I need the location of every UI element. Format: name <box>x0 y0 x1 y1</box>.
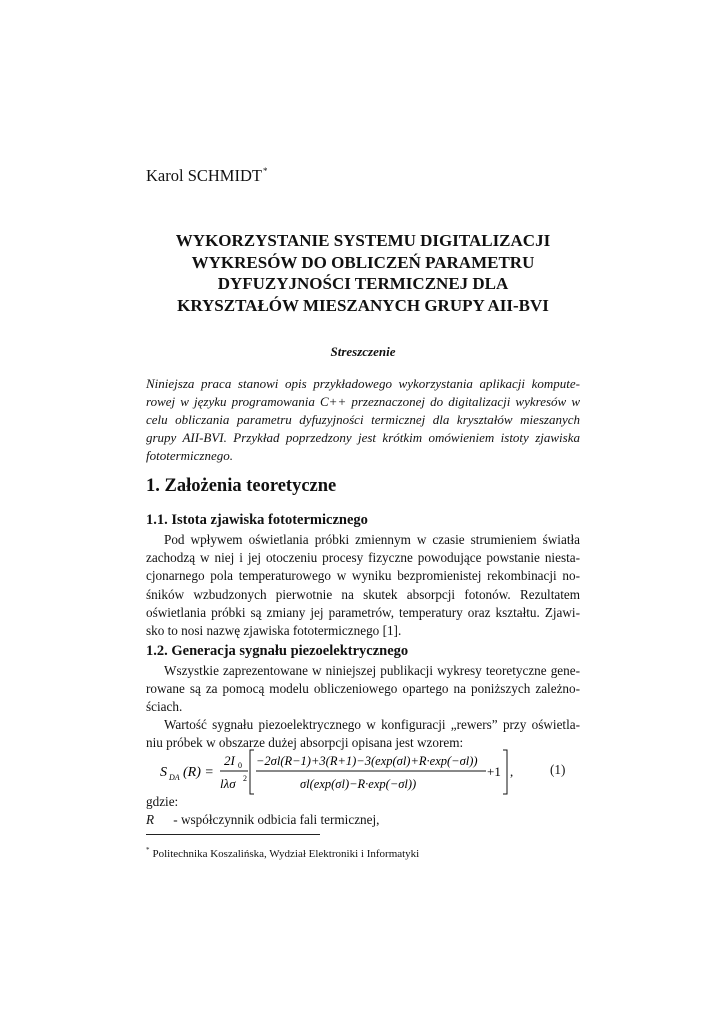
fraction1-numerator-subscript: 0 <box>238 761 242 770</box>
footnote <box>146 846 419 860</box>
fraction2-denominator: σl(exp(σl)−R·exp(−σl)) <box>300 777 417 791</box>
body-paragraph: Pod wpływem oświetlania próbki zmiennym w czasie strumieniem światła zachodzą w niej i jej otoczeniu procesy fizyczne powodujące powstanie niesta-cjonarnego pola temperaturowego w wyniku bezpromienistej rekombinacji no-śników wzbudzonych pierwotnie na skutek absorpcji fotonów. Rezultatem oświetlania próbki są zmiany jej parametrów, temperatury oraz kształtu. Zjawi-sko to nosi nazwę zjawiska fototermicznego [1]. <box>146 532 580 639</box>
abstract-heading: Streszczenie <box>330 344 396 359</box>
equation-lhs-argument: (R) = <box>183 765 214 780</box>
body-paragraph: Wartość sygnału piezoelektrycznego w konfiguracji „rewers” przy oświetla-niu próbek w obszarze dużej absorpcji opisana jest wzorem: <box>146 717 580 751</box>
paper-title <box>120 230 606 316</box>
symbol: R <box>146 812 155 827</box>
author-footnote-marker: * <box>262 166 268 176</box>
equation <box>160 748 580 796</box>
fraction1-denominator-superscript: 2 <box>243 774 247 783</box>
author <box>146 166 267 186</box>
equation-plus-one: +1 <box>487 764 501 779</box>
equation-number: (1) <box>550 762 566 777</box>
subsection-heading: 1.2. Generacja sygnału piezoelektrycznego <box>146 643 409 659</box>
symbol-definition <box>146 812 379 828</box>
equation-trailing-comma: , <box>510 764 514 779</box>
title-line: WYKRESÓW DO OBLICZEŃ PARAMETRU <box>191 252 535 272</box>
equation-lhs: S <box>160 765 167 780</box>
subsection-heading: 1.1. Istota zjawiska fototermicznego <box>146 512 368 528</box>
section-heading: 1. Założenia teoretyczne <box>146 476 337 496</box>
footnote-marker: * <box>146 846 150 854</box>
author-name: Karol SCHMIDT <box>146 166 262 185</box>
title-line: DYFUZYJNOŚCI TERMICZNEJ DLA <box>217 274 509 293</box>
right-bracket <box>503 750 507 794</box>
left-bracket <box>250 750 254 794</box>
equation-lhs-subscript: DA <box>169 773 180 782</box>
abstract-text: Niniejsza praca stanowi opis przykładowego wykorzystania aplikacji kompute-rowej w języku programowania C++ przeznaczonej do digitalizacji wykresów w celu obliczania parametru dyfuzyjności termicznej dla kryształów mieszanych grupy AII-BVI. Przykład poprzedzony jest krótkim omówieniem istoty zjawiska fototermicznego. <box>146 376 580 463</box>
body-paragraph: Wszystkie zaprezentowane w niniejszej publikacji wykresy teoretyczne gene-rowane są za pomocą modelu obliczeniowego opartego na poniższych zależno-ściach. <box>146 663 580 715</box>
where-label: gdzie: <box>146 794 179 809</box>
fraction2-numerator: −2σl(R−1)+3(R+1)−3(exp(σl)+R·exp(−σl)) <box>256 754 478 768</box>
title-line: KRYSZTAŁÓW MIESZANYCH GRUPY AII-BVI <box>177 295 549 315</box>
footnote-rule <box>146 834 320 835</box>
symbol-description: - współczynnik odbicia fali termicznej, <box>173 812 380 827</box>
fraction1-numerator: 2I <box>224 753 235 768</box>
footnote-text: Politechnika Koszalińska, Wydział Elektroniki i Informatyki <box>152 848 420 860</box>
title-line: WYKORZYSTANIE SYSTEMU DIGITALIZACJI <box>175 231 551 250</box>
fraction1-denominator: lλσ <box>220 776 236 791</box>
